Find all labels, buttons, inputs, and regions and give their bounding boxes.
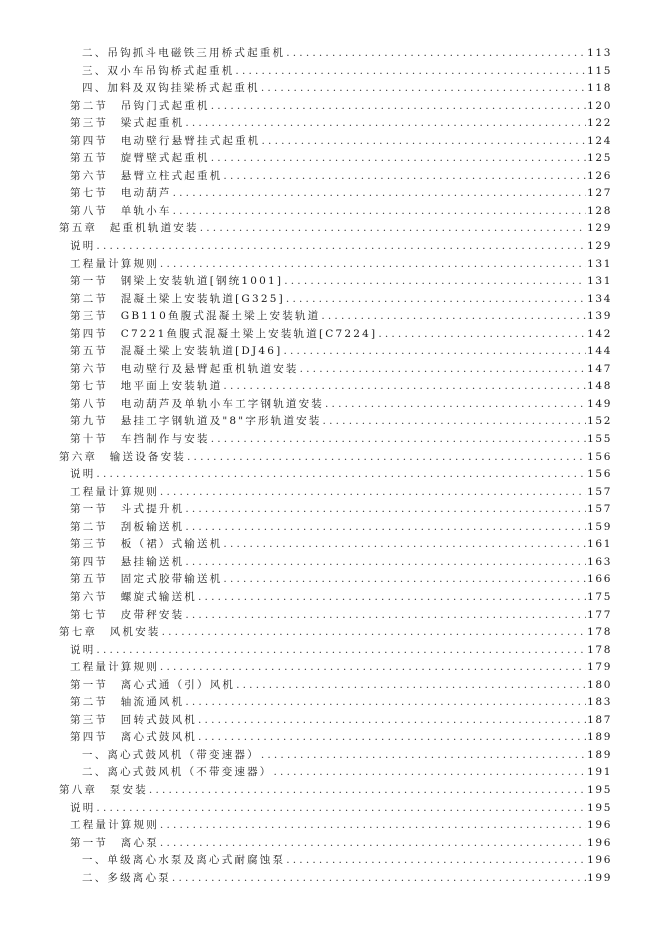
toc-dot-leader (274, 764, 587, 782)
toc-entry-title: 工程量计算规则 (70, 257, 159, 270)
toc-entry (0, 378, 662, 396)
toc-dot-leader (211, 431, 586, 449)
toc-entry-title: 二、离心式鼓风机（不带变速器） (82, 766, 273, 779)
toc-dot-leader (236, 677, 586, 695)
toc-dot-leader (149, 782, 586, 800)
toc-entry-title: 第五节 固定式胶带输送机 (70, 573, 223, 586)
toc-entry-page-number: 124 (587, 134, 612, 147)
toc-entry-title: 第六节 悬臂立柱式起重机 (70, 169, 223, 182)
toc-entry-title: 第六章 输送设备安装 (59, 450, 186, 463)
toc-entry (0, 413, 662, 431)
toc-entry (0, 45, 662, 63)
toc-entry-page-number: 189 (587, 731, 612, 744)
toc-entry-title: 工程量计算规则 (70, 819, 159, 832)
toc-dot-leader (223, 536, 586, 554)
toc-dot-leader (96, 642, 586, 660)
toc-dot-leader (378, 326, 586, 344)
toc-dot-leader (160, 484, 586, 502)
toc-entry (0, 308, 662, 326)
toc-dot-leader (96, 800, 586, 818)
toc-entry-page-number: 157 (587, 503, 612, 516)
toc-entry (0, 729, 662, 747)
toc-dot-leader (198, 589, 586, 607)
toc-entry (0, 712, 662, 730)
toc-entry-title: 四、加料及双钩挂梁桥式起重机 (82, 82, 260, 95)
toc-entry-page-number: 139 (587, 310, 612, 323)
toc-entry-page-number: 127 (587, 187, 612, 200)
toc-entry-page-number: 113 (587, 47, 612, 59)
toc-entry-page-number: 115 (587, 64, 612, 77)
toc-entry-page-number: 149 (587, 397, 612, 410)
toc-entry (0, 589, 662, 607)
toc-entry-page-number: 177 (587, 608, 612, 621)
toc-entry-page-number: 148 (587, 380, 612, 393)
toc-entry-title: 第八节 电动葫芦及单轨小车工字钢轨道安装 (70, 397, 324, 410)
toc-entry-title: 第三节 回转式鼓风机 (70, 713, 197, 726)
toc-entry-page-number: 131 (587, 257, 612, 270)
toc-entry-title: 第五章 起重机轨道安装 (59, 222, 199, 235)
toc-entry-page-number: 195 (587, 783, 612, 796)
toc-entry (0, 238, 662, 256)
toc-entry (0, 98, 662, 116)
toc-dot-leader (284, 273, 586, 291)
toc-entry-title: 第三节 GB110鱼腹式混凝土梁上安装轨道 (70, 310, 321, 323)
toc-entry (0, 554, 662, 572)
toc-entry-title: 说明 (70, 801, 96, 814)
toc-dot-leader (235, 63, 586, 81)
toc-entry-page-number: 120 (587, 99, 612, 112)
table-of-contents (0, 45, 662, 887)
toc-entry-title: 说明 (70, 240, 96, 253)
toc-entry-page-number: 126 (587, 169, 612, 182)
toc-entry-title: 二、多级离心泵 (82, 871, 171, 884)
toc-entry (0, 256, 662, 274)
toc-entry-page-number: 195 (587, 801, 612, 814)
toc-entry-title: 第二节 刮板输送机 (70, 520, 185, 533)
toc-dot-leader (185, 115, 586, 133)
toc-entry (0, 291, 662, 309)
toc-entry-title: 第一节 斗式提升机 (70, 503, 185, 516)
toc-dot-leader (223, 378, 586, 396)
toc-entry-page-number: 178 (587, 626, 612, 639)
toc-dot-leader (160, 817, 586, 835)
toc-entry (0, 343, 662, 361)
toc-entry-title: 二、吊钩抓斗电磁铁三用桥式起重机 (82, 47, 286, 59)
toc-entry-title: 说明 (70, 468, 96, 481)
toc-dot-leader (187, 449, 586, 467)
toc-entry (0, 519, 662, 537)
toc-entry-title: 第六节 电动壁行及悬臂起重机轨道安装 (70, 362, 299, 375)
toc-entry-title: 第八节 单轨小车 (70, 204, 172, 217)
toc-entry-title: 工程量计算规则 (70, 661, 159, 674)
toc-entry-page-number: 196 (587, 854, 612, 867)
toc-entry-title: 第五节 混凝土梁上安装轨道[DJ46] (70, 345, 283, 358)
toc-dot-leader (200, 220, 586, 238)
toc-entry-title: 第七节 皮带秤安装 (70, 608, 185, 621)
toc-entry-page-number: 199 (587, 871, 612, 884)
toc-entry (0, 747, 662, 765)
toc-entry (0, 571, 662, 589)
toc-dot-leader (300, 361, 587, 379)
toc-entry-title: 第七章 风机安装 (59, 626, 161, 639)
toc-entry-title: 第三节 板（裙）式输送机 (70, 538, 223, 551)
toc-entry (0, 764, 662, 782)
toc-entry-page-number: 147 (587, 362, 612, 375)
toc-entry-page-number: 118 (587, 82, 612, 95)
toc-entry-page-number: 178 (587, 643, 612, 656)
toc-entry (0, 273, 662, 291)
toc-entry (0, 80, 662, 98)
toc-dot-leader (323, 413, 587, 431)
toc-entry-title: 第一节 离心式通（引）风机 (70, 678, 236, 691)
toc-entry-title: 第一节 钢梁上安装轨道[钢统1001] (70, 275, 284, 288)
toc-dot-leader (160, 256, 586, 274)
toc-dot-leader (286, 852, 586, 870)
toc-dot-leader (185, 607, 586, 625)
toc-entry-page-number: 155 (587, 433, 612, 446)
toc-entry-title: 第十节 车挡制作与安装 (70, 433, 210, 446)
toc-entry-title: 第一节 离心泵 (70, 836, 159, 849)
toc-entry (0, 466, 662, 484)
toc-entry-title: 第九节 悬挂工字钢轨道及"8"字形轨道安装 (70, 415, 322, 428)
toc-entry-page-number: 131 (587, 275, 612, 288)
toc-entry (0, 677, 662, 695)
toc-dot-leader (173, 203, 587, 221)
toc-dot-leader (173, 185, 587, 203)
toc-entry-title: 第四节 C7221鱼腹式混凝土梁上安装轨道[C7224] (70, 327, 378, 340)
toc-entry-title: 第四节 离心式鼓风机 (70, 731, 197, 744)
toc-entry (0, 607, 662, 625)
toc-entry (0, 115, 662, 133)
toc-dot-leader (185, 519, 586, 537)
toc-entry-page-number: 196 (587, 836, 612, 849)
toc-dot-leader (211, 98, 586, 116)
toc-dot-leader (261, 80, 586, 98)
toc-entry (0, 852, 662, 870)
toc-entry-page-number: 175 (587, 590, 612, 603)
toc-entry-title: 一、离心式鼓风机（带变速器） (82, 748, 260, 761)
toc-entry (0, 220, 662, 238)
toc-dot-leader (162, 624, 587, 642)
toc-dot-leader (198, 729, 586, 747)
toc-entry-page-number: 163 (587, 555, 612, 568)
toc-entry (0, 203, 662, 221)
toc-entry (0, 800, 662, 818)
toc-dot-leader (261, 747, 586, 765)
toc-dot-leader (96, 466, 586, 484)
toc-entry-page-number: 166 (587, 573, 612, 586)
toc-dot-leader (223, 168, 586, 186)
toc-entry-title: 说明 (70, 643, 96, 656)
toc-entry (0, 326, 662, 344)
toc-entry-page-number: 159 (587, 520, 612, 533)
toc-entry (0, 642, 662, 660)
toc-entry (0, 484, 662, 502)
toc-dot-leader (185, 501, 586, 519)
toc-entry (0, 133, 662, 151)
toc-dot-leader (198, 712, 586, 730)
toc-entry (0, 63, 662, 81)
toc-dot-leader (160, 659, 586, 677)
toc-entry-title: 第六节 螺旋式输送机 (70, 590, 197, 603)
toc-dot-leader (321, 308, 586, 326)
toc-entry-title: 第二节 吊钩门式起重机 (70, 99, 210, 112)
toc-entry (0, 870, 662, 888)
toc-entry-title: 第四节 电动壁行悬臂挂式起重机 (70, 134, 261, 147)
toc-entry-page-number: 180 (587, 678, 612, 691)
toc-entry-page-number: 161 (587, 538, 612, 551)
toc-entry-page-number: 142 (587, 327, 612, 340)
toc-entry-page-number: 196 (587, 819, 612, 832)
toc-entry-page-number: 156 (587, 468, 612, 481)
toc-dot-leader (172, 870, 586, 888)
toc-entry (0, 835, 662, 853)
toc-dot-leader (211, 150, 586, 168)
toc-entry-title: 第二节 混凝土梁上安装轨道[G325] (70, 292, 285, 305)
toc-entry (0, 185, 662, 203)
toc-entry-page-number: 128 (587, 204, 612, 217)
toc-entry-title: 第七节 地平面上安装轨道 (70, 380, 223, 393)
toc-entry-page-number: 134 (587, 292, 612, 305)
toc-entry (0, 361, 662, 379)
toc-dot-leader (160, 835, 586, 853)
toc-entry-page-number: 129 (587, 222, 612, 235)
toc-entry (0, 431, 662, 449)
toc-entry (0, 150, 662, 168)
toc-entry-title: 一、单级离心水泵及离心式耐腐蚀泵 (82, 854, 286, 867)
toc-entry (0, 396, 662, 414)
toc-entry-page-number: 122 (587, 117, 612, 130)
toc-entry-page-number: 189 (587, 748, 612, 761)
toc-entry-page-number: 144 (587, 345, 612, 358)
toc-entry (0, 782, 662, 800)
toc-dot-leader (223, 571, 586, 589)
toc-dot-leader (283, 343, 586, 361)
toc-entry-title: 第七节 电动葫芦 (70, 187, 172, 200)
toc-entry-page-number: 125 (587, 152, 612, 165)
toc-entry-title: 三、双小车吊钩桥式起重机 (82, 64, 235, 77)
toc-entry-title: 第八章 泵安装 (59, 783, 148, 796)
toc-entry (0, 624, 662, 642)
toc-entry-page-number: 157 (587, 485, 612, 498)
toc-dot-leader (286, 45, 586, 63)
toc-entry-page-number: 187 (587, 713, 612, 726)
toc-entry (0, 168, 662, 186)
toc-entry-title: 工程量计算规则 (70, 485, 159, 498)
toc-entry-title: 第四节 悬挂输送机 (70, 555, 185, 568)
toc-entry-title: 第二节 轴流通风机 (70, 696, 185, 709)
toc-dot-leader (96, 238, 586, 256)
toc-entry-page-number: 156 (587, 450, 612, 463)
toc-entry-page-number: 183 (587, 696, 612, 709)
toc-entry (0, 449, 662, 467)
toc-dot-leader (185, 694, 586, 712)
toc-entry-title: 第五节 旋臂壁式起重机 (70, 152, 210, 165)
toc-dot-leader (262, 133, 587, 151)
toc-entry (0, 501, 662, 519)
toc-entry-page-number: 129 (587, 240, 612, 253)
toc-entry-page-number: 191 (587, 766, 612, 779)
toc-entry (0, 817, 662, 835)
toc-dot-leader (185, 554, 586, 572)
toc-entry (0, 659, 662, 677)
toc-entry-title: 第三节 梁式起重机 (70, 117, 185, 130)
toc-entry-page-number: 152 (587, 415, 612, 428)
toc-entry (0, 694, 662, 712)
toc-entry-page-number: 179 (587, 661, 612, 674)
toc-dot-leader (325, 396, 586, 414)
toc-entry (0, 536, 662, 554)
toc-dot-leader (286, 291, 586, 309)
